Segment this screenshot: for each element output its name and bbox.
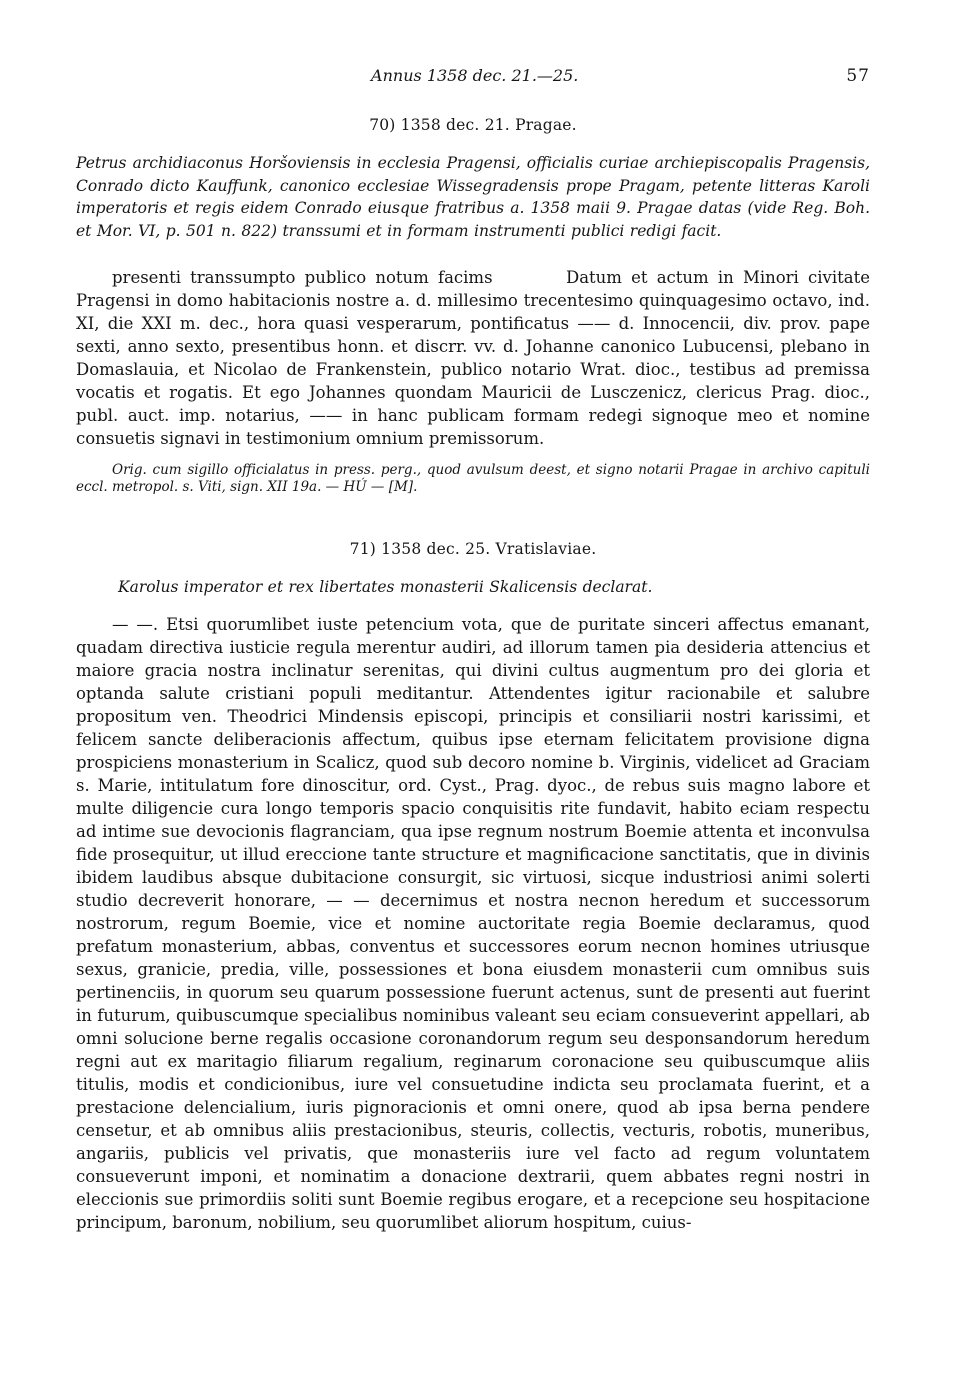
charter-regest: Karolus imperator et rex libertates monasterii Skalicensis declarat. — [118, 578, 653, 596]
charter-text: — —. Etsi quorumlibet iuste petencium vota, que de puritate sinceri affectus emanant, quadam directiva iusticie regula merentur audiri, ad illorum tamen pia desideria attencius et maiore gracia nostra inclinatur serenitas, qui divini cultus augmentum pro dei gloria et optanda salute cristiani populi meditantur. Attendentes igitur racionabile et salubre propositum ven. Theodrici Mindensis episcopi, principis et consiliarii nostri karissimi, et felicem sancte deliberacionis affectum, quibus ipse eternam felicitatem provisione digna prospiciens monasterium in Scalicz, quod sub decoro nomine b. Virginis, videlicet ad Graciam s. Marie, intitulatum fore dinoscitur, ord. Cyst., Prag. dyoc., de rebus suis magno labore et multe diligencie cura longo temporis spacio conquisitis rite fundavit, habito eciam respectu ad intime sue devocionis flagranciam, qua ipse regnum nostrum Boemie attenta et inconvulsa fide prosequitur, ut illud ereccione tante structure et magnificacione sanctitatis, que in divinis ibidem laudibus absque dubitacione consurgit, sic virtuosi, sicque industriosi animi solerti studio decreverit honorare, — — decernimus et nostra necnon heredum et successorum nostrorum, regum Boemie, vice et nomine auctoritate regia Boemie declaramus, quod prefatum monasterium, abbas, conventus et successores eorum necnon homines utriusque sexus, granicie, predia, ville, possessiones et bona eiusdem monasterii cum omnibus suis pertinenciis, in quorum seu quarum possessione fuerunt actenus, sunt de presenti aut fuerint in futurum, quibuscumque specialibus nominibus valeant seu eciam consueverint appellari, ab omni solucione berne regalis occasione coronandorum regum seu desponsandorum heredum regni aut ex maritagio filiarum regalium, reginarum coronacione seu quibuscumque aliis titulis, modis et condicionibus, iure vel consuetudine indicta seu proclamata fuerint, et a prestacione delencialium, iuris pignoracionis et omni onere, quod ab ipsa berna pendere censetur, et ab omnibus aliis prestacionibus, steuris, collectis, vecturis, robotis, muneribus, angariis, publicis vel privatis, que monasteriis iure vel facto ad regum voluntatem consueverunt imponi, et nominatim a donacione dextrarii, quem abbates regni nostri in eleccionis sue primordiis soliti sunt Boemie regibus erogare, et a recepcione seu hospitacione principum, baronum, nobilium, seu quorumlibet aliorum hospitum, cuius- — [76, 614, 870, 1232]
charter-71 — [76, 540, 870, 1234]
charter-text: presenti transsumpto publico notum facims Datum et actum in Minori civitate Pragensi in domo habitacionis nostre a. d. millesimo trecentesimo quinquagesimo octavo, ind. XI, die XXI m. dec., hora quasi vesperarum, pontificatus —— d. Innocencii, div. prov. pape sexti, anno sexto, presentibus honn. et discrr. vv. d. Johanne canonico Lubucensi, plebano in Domaslauia, et Nicolao de Frankenstein, publico notario Wrat. dioc., testibus ad premissa vocatis et rogatis. Et ego Johannes quondam Mauricii de Lusczenicz, clericus Prag. dioc., publ. auct. imp. notarius, —— in hanc publicam formam redegi signoque meo et nomine consuetis signavi in testimonium omnium premissorum. — [76, 268, 876, 448]
charter-source-note: Orig. cum sigillo officialatus in press. perg., quod avulsum deest, et signo notarii Pragae in archivo capituli eccl. metropol. s. Viti, sign. XII 19a. — HÚ — [M]. — [76, 462, 870, 495]
running-head-title: Annus 1358 dec. 21.—25. — [371, 66, 579, 85]
charter-heading: 70) 1358 dec. 21. Pragae. — [369, 116, 577, 134]
running-head — [76, 66, 870, 98]
page-number: 57 — [846, 66, 870, 86]
charter-70 — [76, 116, 876, 496]
charter-regest: Petrus archidiaconus Horšoviensis in ecclesia Pragensi, officialis curiae archiepiscopalis Pragensis, Conrado dicto Kauffunk, canonico ecclesiae Wissegradensis prope Pragam, petente litteras Karoli imperatoris et regis eidem Conrado eiusque fratribus a. 1358 maii 9. Pragae datas (vide Reg. Boh. et Mor. VI, p. 501 n. 822) transsumi et in formam instrumenti publici redigi facit. — [76, 154, 870, 240]
charter-heading: 71) 1358 dec. 25. Vratislaviae. — [349, 540, 597, 558]
